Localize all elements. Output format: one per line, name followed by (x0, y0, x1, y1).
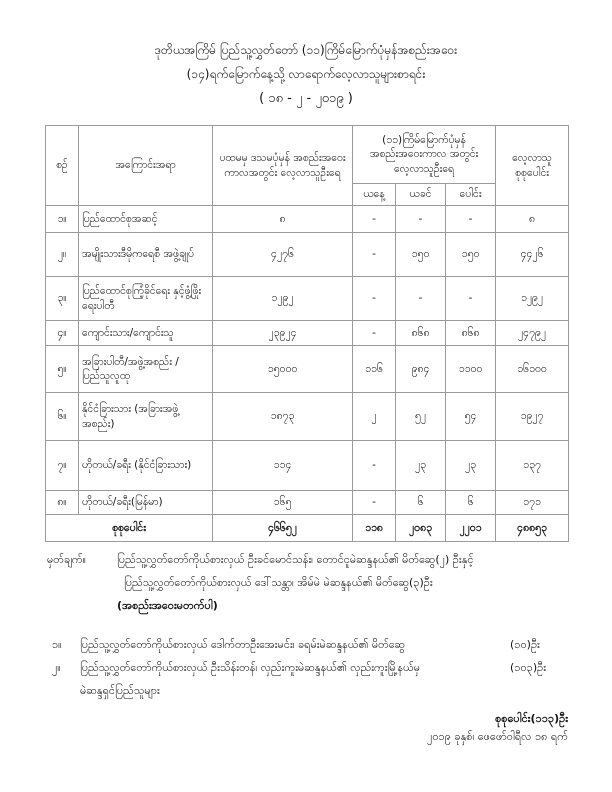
row-first-session: ၁၆၅ (213, 491, 353, 515)
row-no: ၃။ (46, 277, 79, 321)
row-no: ၄။ (46, 321, 79, 346)
row-today: - (353, 277, 396, 321)
row-no: ၁။ (46, 206, 79, 233)
row-grand-total: ၄၄၂၆ (496, 233, 569, 277)
row-topic: အမျိုးသားဒီမိုကရေစီ အဖွဲ့ချုပ် (79, 233, 213, 277)
row-topic: ပြည်ထောင်စုအဆင့် (79, 206, 213, 233)
total-row (46, 515, 569, 542)
row-no: ၂။ (46, 233, 79, 277)
row-topic: နိုင်ငံခြားသား (အခြားအဖွဲ့အစည်း) (79, 393, 213, 441)
list-text: ပြည်သူ့လွှတ်တော်ကိုယ်စားလှယ် ဦးသိန်းတန်၊ လှည်းကူးမဲဆန္ဒနယ်၏ လှည်းကူးမြို့နယ်မှ (80, 661, 421, 674)
row-before: ၉၈၄ (396, 346, 446, 393)
list-count: (၁၀)ဦး (510, 638, 540, 651)
header-grand-total: လေ့လာသူ စုစုပေါင်း (496, 126, 569, 206)
total-sum: ၂၂၀၁ (446, 515, 496, 542)
row-subtotal: ၅၄ (446, 393, 496, 441)
row-first-session: ၂၃၉၂၄ (213, 321, 353, 346)
table-row (46, 393, 569, 441)
title-line-1: ဒုတိယအကြိမ် ပြည်သူ့လွှတ်တော် (၁၁)ကြိမ်မြောက်ပုံမှန်အစည်းအဝေး (154, 43, 458, 57)
header-subtotal: ပေါင်း (446, 184, 496, 206)
row-before: ၈၆၈ (396, 321, 446, 346)
row-first-session: ၁၂၉၂ (213, 277, 353, 321)
row-first-session: ၁၈၇၃ (213, 393, 353, 441)
row-grand-total: ၈ (496, 206, 569, 233)
row-grand-total: ၁၇၁ (496, 491, 569, 515)
table-row (46, 321, 569, 346)
notes-line-2: ပြည်သူ့လွှတ်တော်ကိုယ်စားလှယ် ဒေါ်သန္တာ၊ အိမ်မဲ မဲဆန္ဒနယ်၏ မိတ်ဆွေ(၃)ဦး (124, 576, 433, 589)
row-topic: ကျောင်းသား/ကျောင်းသူ (79, 321, 213, 346)
total-first: ၄၆၆၅၂ (213, 515, 353, 542)
row-subtotal: ၁၁၀၀ (446, 346, 496, 393)
row-before: ၆ (396, 491, 446, 515)
row-first-session: ၄၂၇၆ (213, 233, 353, 277)
row-first-session: ၁၁၄ (213, 441, 353, 491)
table-row (46, 346, 569, 393)
row-subtotal: ၂၃ (446, 441, 496, 491)
row-no: ၈။ (46, 491, 79, 515)
header-eleventh-session: (၁၁)ကြိမ်မြောက်ပုံမှန် အစည်းအဝေးကာလ အတွင်းလေ့လာသူဦးရေ (353, 126, 496, 184)
row-no: ၆။ (46, 393, 79, 441)
table-row (46, 441, 569, 491)
title-line-2: (၁၄)ရက်မြောက်နေ့သို့ လာရောက်လေ့လာသူများစာရင်း (186, 67, 426, 81)
header-no: စဉ် (46, 126, 79, 206)
row-topic: ဟိုတယ်/ခရီး (နိုင်ငံခြားသား) (79, 441, 213, 491)
report-date: ( ၁၈ - ၂ - ၂၀၁၉ ) (259, 91, 353, 106)
list-no: ၂။ (52, 661, 61, 674)
row-today: ၂ (353, 393, 396, 441)
row-today: - (353, 441, 396, 491)
header-first-session: ပထမမှ ဒသမပုံမှန် အစည်းအဝေးကာလအတွင်း လေ့လာသူဦးရေ (213, 126, 353, 206)
row-grand-total: ၁၂၉၂ (496, 277, 569, 321)
header-before: ယခင် (396, 184, 446, 206)
row-before: - (396, 277, 446, 321)
footer-date: ၂၀၁၉ ခုနှစ်၊ ဖေဖော်ဝါရီလ ၁၈ ရက် (426, 730, 568, 743)
table-row (46, 233, 569, 277)
row-subtotal: - (446, 277, 496, 321)
total-before: ၂၀၈၃ (396, 515, 446, 542)
visitors-table (45, 125, 569, 542)
total-today: ၁၁၈ (353, 515, 396, 542)
row-before: ၂၃ (396, 441, 446, 491)
footer-sum: စုစုပေါင်း(၁၁၃)ဦး (495, 712, 568, 725)
row-today: ၁၁၆ (353, 346, 396, 393)
row-before: - (396, 206, 446, 233)
notes-line-3: (အစည်းအဝေးမတက်ပါ) (117, 599, 218, 612)
row-subtotal: - (446, 206, 496, 233)
row-today: - (353, 233, 396, 277)
row-topic: ဟိုတယ်/ခရီး(မြန်မာ) (79, 491, 213, 515)
total-label: စုစုပေါင်း (46, 515, 213, 542)
row-grand-total: ၁၉၂၇ (496, 393, 569, 441)
row-subtotal: ၆ (446, 491, 496, 515)
list-text: ပြည်သူ့လွှတ်တော်ကိုယ်စားလှယ် ဒေါက်တာဦးအေးမင်း၊ ခရမ်းမဲဆန္ဒနယ်၏ မိတ်ဆွေ (80, 638, 405, 651)
row-no: ၅။ (46, 346, 79, 393)
table-row (46, 277, 569, 321)
row-topic: ပြည်ထောင်စုကြံ့ခိုင်ရေး နှင့်ဖွံ့ဖြိုးရေးပါတီ (79, 277, 213, 321)
total-grand: ၄၈၈၅၃ (496, 515, 569, 542)
row-today: - (353, 206, 396, 233)
row-grand-total: ၁၆၁၀၀ (496, 346, 569, 393)
row-first-session: ၈ (213, 206, 353, 233)
table-row (46, 206, 569, 233)
row-today: - (353, 321, 396, 346)
header-topic: အကြောင်းအရာ (79, 126, 213, 206)
row-subtotal: ၁၅၀ (446, 233, 496, 277)
row-before: ၁၅၀ (396, 233, 446, 277)
row-first-session: ၁၅၀၀၀ (213, 346, 353, 393)
header-today: ယနေ့ (353, 184, 396, 206)
table-row (46, 491, 569, 515)
row-no: ၇။ (46, 441, 79, 491)
row-today: - (353, 491, 396, 515)
list-text-continued: မဲဆန္ဒရှင်ပြည်သူများ (80, 684, 160, 697)
notes-label: မှတ်ချက်။ (47, 553, 87, 566)
row-topic: အခြားပါတီ/အဖွဲ့အစည်း / ပြည်သူလူထု (79, 346, 213, 393)
notes-line-1: ပြည်သူ့လွှတ်တော်ကိုယ်စားလှယ် ဦးခင်မောင်သန်း၊ တောင်ငူမဲဆန္ဒနယ်၏ မိတ်ဆွေ(၂) ဦးနှင့် (117, 553, 474, 566)
row-grand-total: ၂၄၇၉၂ (496, 321, 569, 346)
row-subtotal: ၈၆၈ (446, 321, 496, 346)
row-before: ၅၂ (396, 393, 446, 441)
row-grand-total: ၁၃၇ (496, 441, 569, 491)
list-count: (၁၀၃)ဦး (510, 661, 547, 674)
list-no: ၁။ (52, 638, 62, 651)
